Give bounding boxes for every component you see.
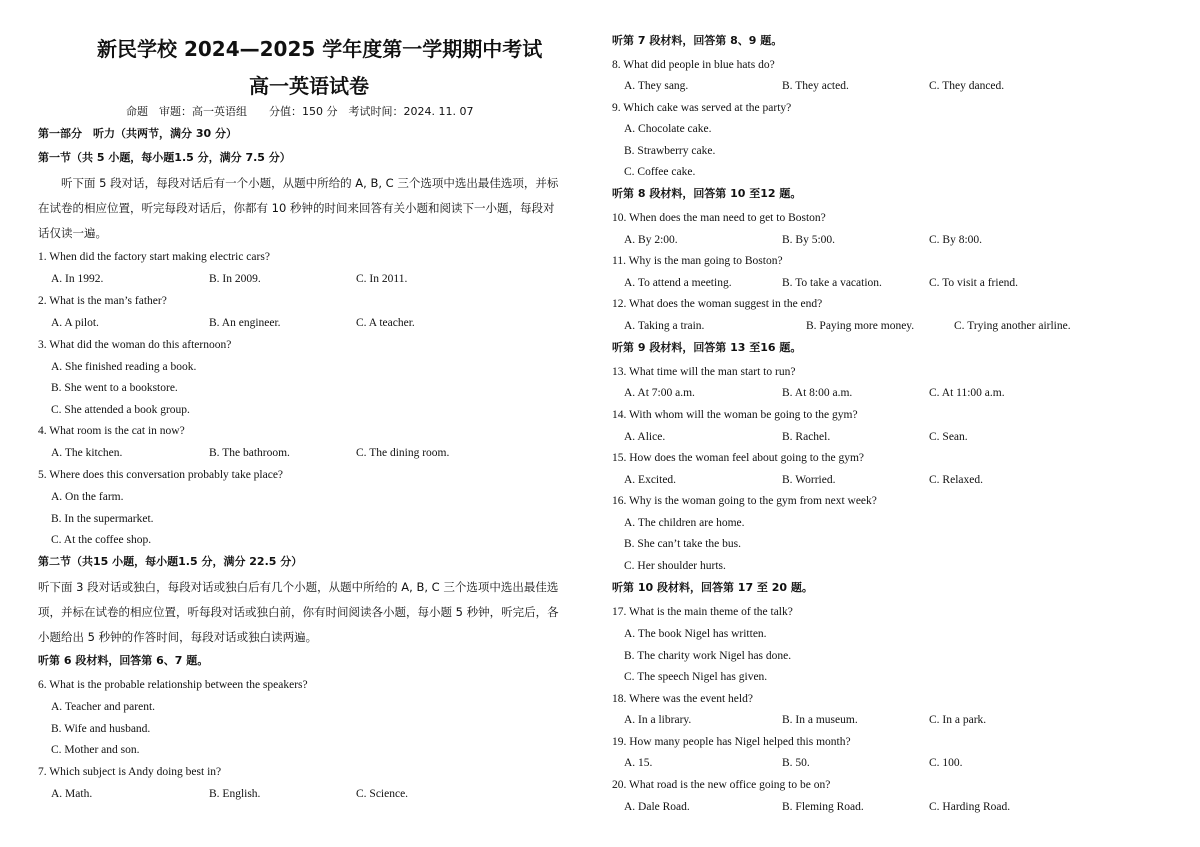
question-10-option-a[interactable]: A. By 2:00.: [624, 234, 678, 246]
question-17-option-a[interactable]: A. The book Nigel has written.: [624, 628, 767, 640]
question-9-stem: 9. Which cake was served at the party?: [612, 102, 792, 114]
question-7-option-b[interactable]: B. English.: [209, 788, 261, 800]
question-15-stem: 15. How does the woman feel about going to the gym?: [612, 452, 864, 464]
group-10-label: 听第 10 段材料，回答第 17 至 20 题。: [612, 581, 813, 594]
question-3-option-a[interactable]: A. She finished reading a book.: [51, 361, 197, 373]
question-20-stem: 20. What road is the new office going to be on?: [612, 779, 831, 791]
question-16-option-c[interactable]: C. Her shoulder hurts.: [624, 560, 726, 572]
question-3-option-c[interactable]: C. She attended a book group.: [51, 404, 190, 416]
question-8-stem: 8. What did people in blue hats do?: [612, 59, 775, 71]
part1-heading: 第一部分 听力（共两节，满分 30 分）: [38, 127, 237, 140]
question-9-option-b[interactable]: B. Strawberry cake.: [624, 145, 716, 157]
section2-instructions-line2: 项，并标在试卷的相应位置，听每段对话或独白前，你有时间阅读各小题，每小题 5 秒钟，听完后，各: [38, 605, 559, 619]
question-20-option-c[interactable]: C. Harding Road.: [929, 801, 1011, 813]
question-6-option-b[interactable]: B. Wife and husband.: [51, 723, 151, 735]
section1-heading: 第一节（共 5 小题，每小题1.5 分，满分 7.5 分）: [38, 151, 291, 164]
question-2-option-b[interactable]: B. An engineer.: [209, 317, 281, 329]
exam-title: 新民学校 2024—2025 学年度第一学期期中考试: [97, 37, 543, 61]
question-3-stem: 3. What did the woman do this afternoon?: [38, 339, 232, 351]
question-15-option-a[interactable]: A. Excited.: [624, 474, 677, 486]
question-9-option-a[interactable]: A. Chocolate cake.: [624, 123, 712, 135]
question-11-option-c[interactable]: C. To visit a friend.: [929, 277, 1019, 289]
question-13-option-b[interactable]: B. At 8:00 a.m.: [782, 387, 853, 399]
question-18-stem: 18. Where was the event held?: [612, 693, 753, 705]
question-10-option-c[interactable]: C. By 8:00.: [929, 234, 983, 246]
question-13-option-c[interactable]: C. At 11:00 a.m.: [929, 387, 1005, 399]
question-8-option-b[interactable]: B. They acted.: [782, 80, 849, 92]
question-7-option-a[interactable]: A. Math.: [51, 788, 93, 800]
question-12-option-b[interactable]: B. Paying more money.: [806, 320, 915, 332]
question-19-option-a[interactable]: A. 15.: [624, 757, 653, 769]
question-5-option-a[interactable]: A. On the farm.: [51, 491, 124, 503]
question-18-option-b[interactable]: B. In a museum.: [782, 714, 858, 726]
section1-instructions-line1: 听下面 5 段对话，每段对话后有一个小题，从题中所给的 A, B, C 三个选项中选出最佳选项，并标: [38, 176, 559, 190]
question-5-option-c[interactable]: C. At the coffee shop.: [51, 534, 152, 546]
group-6-label: 听第 6 段材料，回答第 6、7 题。: [38, 654, 209, 667]
question-15-option-c[interactable]: C. Relaxed.: [929, 474, 983, 486]
question-14-stem: 14. With whom will the woman be going to the gym?: [612, 409, 858, 421]
question-5-stem: 5. Where does this conversation probably take place?: [38, 469, 284, 481]
question-9-option-c[interactable]: C. Coffee cake.: [624, 166, 696, 178]
question-10-option-b[interactable]: B. By 5:00.: [782, 234, 836, 246]
question-2-option-a[interactable]: A. A pilot.: [51, 317, 99, 329]
question-13-option-a[interactable]: A. At 7:00 a.m.: [624, 387, 695, 399]
group-7-label: 听第 7 段材料，回答第 8、9 题。: [612, 34, 783, 47]
question-2-stem: 2. What is the man’s father?: [38, 295, 167, 307]
question-4-option-c[interactable]: C. The dining room.: [356, 447, 450, 459]
question-1-stem: 1. When did the factory start making electric cars?: [38, 251, 270, 263]
question-6-option-a[interactable]: A. Teacher and parent.: [51, 701, 156, 713]
section1-instructions-line3: 话仅读一遍。: [38, 226, 107, 240]
section2-heading: 第二节（共15 小题，每小题1.5 分，满分 22.5 分）: [38, 555, 303, 568]
question-5-option-b[interactable]: B. In the supermarket.: [51, 513, 154, 525]
exam-subtitle: 高一英语试卷: [249, 74, 369, 98]
question-18-option-a[interactable]: A. In a library.: [624, 714, 692, 726]
question-12-option-c[interactable]: C. Trying another airline.: [954, 320, 1071, 332]
section1-instructions-line2: 在试卷的相应位置，听完每段对话后，你都有 10 秒钟的时间来回答有关小题和阅读下一小题，每段对: [38, 201, 555, 215]
question-15-option-b[interactable]: B. Worried.: [782, 474, 836, 486]
question-14-option-b[interactable]: B. Rachel.: [782, 431, 831, 443]
question-17-option-c[interactable]: C. The speech Nigel has given.: [624, 671, 768, 683]
question-10-stem: 10. When does the man need to get to Boston?: [612, 212, 826, 224]
question-6-option-c[interactable]: C. Mother and son.: [51, 744, 140, 756]
question-4-option-b[interactable]: B. The bathroom.: [209, 447, 290, 459]
question-12-stem: 12. What does the woman suggest in the end?: [612, 298, 823, 310]
question-11-stem: 11. Why is the man going to Boston?: [612, 255, 783, 267]
question-1-option-a[interactable]: A. In 1992.: [51, 273, 104, 285]
question-20-option-b[interactable]: B. Fleming Road.: [782, 801, 864, 813]
question-17-option-b[interactable]: B. The charity work Nigel has done.: [624, 650, 792, 662]
question-2-option-c[interactable]: C. A teacher.: [356, 317, 415, 329]
question-17-stem: 17. What is the main theme of the talk?: [612, 606, 793, 618]
section2-instructions-line1: 听下面 3 段对话或独白，每段对话或独白后有几个小题，从题中所给的 A, B, C 三个选项中选出最佳选: [38, 580, 559, 594]
question-11-option-a[interactable]: A. To attend a meeting.: [624, 277, 732, 289]
question-3-option-b[interactable]: B. She went to a bookstore.: [51, 382, 178, 394]
group-8-label: 听第 8 段材料，回答第 10 至12 题。: [612, 187, 802, 200]
group-9-label: 听第 9 段材料，回答第 13 至16 题。: [612, 341, 802, 354]
question-8-option-c[interactable]: C. They danced.: [929, 80, 1005, 92]
question-18-option-c[interactable]: C. In a park.: [929, 714, 987, 726]
question-1-option-c[interactable]: C. In 2011.: [356, 273, 408, 285]
question-16-option-a[interactable]: A. The children are home.: [624, 517, 745, 529]
question-7-stem: 7. Which subject is Andy doing best in?: [38, 766, 222, 778]
question-11-option-b[interactable]: B. To take a vacation.: [782, 277, 882, 289]
question-16-option-b[interactable]: B. She can’t take the bus.: [624, 538, 741, 550]
question-16-stem: 16. Why is the woman going to the gym from next week?: [612, 495, 877, 507]
question-12-option-a[interactable]: A. Taking a train.: [624, 320, 705, 332]
question-4-option-a[interactable]: A. The kitchen.: [51, 447, 123, 459]
question-20-option-a[interactable]: A. Dale Road.: [624, 801, 690, 813]
question-4-stem: 4. What room is the cat in now?: [38, 425, 185, 437]
question-19-stem: 19. How many people has Nigel helped this month?: [612, 736, 851, 748]
question-19-option-c[interactable]: C. 100.: [929, 757, 963, 769]
question-7-option-c[interactable]: C. Science.: [356, 788, 409, 800]
question-14-option-c[interactable]: C. Sean.: [929, 431, 968, 443]
question-19-option-b[interactable]: B. 50.: [782, 757, 810, 769]
question-6-stem: 6. What is the probable relationship between the speakers?: [38, 679, 308, 691]
exam-meta: 命题 审题：高一英语组 分值：150 分 考试时间：2024. 11. 07: [126, 105, 474, 118]
section2-instructions-line3: 小题给出 5 秒钟的作答时间，每段对话或独白读两遍。: [38, 630, 318, 644]
question-1-option-b[interactable]: B. In 2009.: [209, 273, 261, 285]
question-8-option-a[interactable]: A. They sang.: [624, 80, 689, 92]
question-13-stem: 13. What time will the man start to run?: [612, 366, 796, 378]
question-14-option-a[interactable]: A. Alice.: [624, 431, 666, 443]
